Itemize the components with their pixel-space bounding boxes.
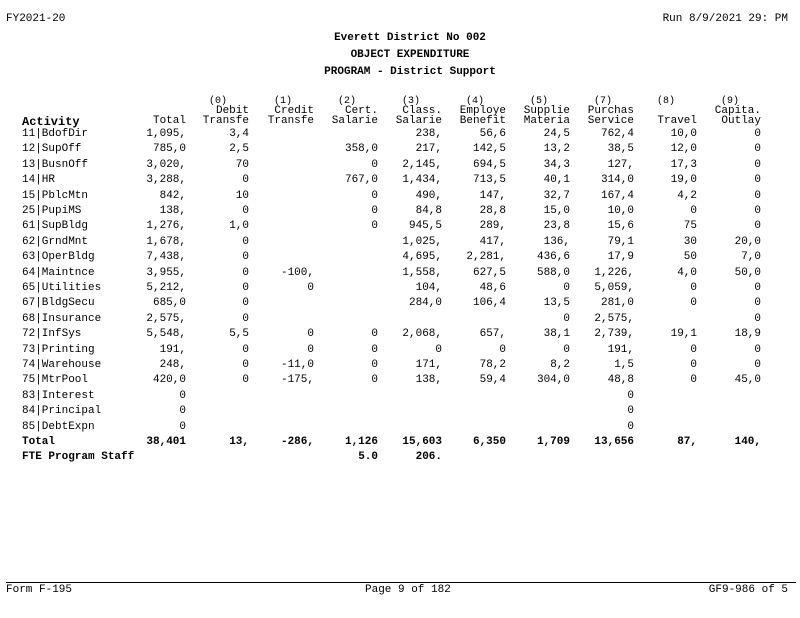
fiscal-year-label: FY2021-20 [6,13,66,25]
value-cell: 0 [371,205,378,217]
report-title-object: OBJECT EXPENDITURE [350,49,470,61]
value-cell: 0 [242,251,249,263]
activity-label: 12|SupOff [22,143,82,155]
value-cell: 1,276, [146,220,186,232]
value-cell: -100, [280,267,314,279]
value-cell: 0 [754,159,761,171]
table-row [0,205,800,220]
column-header-line2: Materia [523,115,570,127]
value-cell: 147, [479,190,506,202]
value-cell: 0 [435,344,442,356]
value-cell: 0 [242,374,249,386]
form-number: Form F-195 [6,584,73,596]
value-cell: 0 [179,405,186,417]
value-cell: 657, [479,328,506,340]
value-cell: 40,1 [543,174,570,186]
value-cell: 0 [690,205,697,217]
value-cell: 1,025, [402,236,442,248]
value-cell: 3,4 [229,128,249,140]
table-row [0,344,800,359]
value-cell: 5,548, [146,328,186,340]
value-cell: 13, [229,436,249,448]
table-row [0,421,800,436]
value-cell: 19,0 [670,174,697,186]
value-cell: 0 [371,374,378,386]
value-cell: 7,438, [146,251,186,263]
table-row [0,405,800,420]
value-cell: 1,226, [594,267,634,279]
value-cell: 2,739, [594,328,634,340]
table-row [0,128,800,143]
value-cell: 12,0 [670,143,697,155]
value-cell: 0 [563,313,570,325]
value-cell: 5,059, [594,282,634,294]
activity-label: 63|OperBldg [22,251,95,263]
value-cell: 0 [242,205,249,217]
activity-label: 15|PblcMtn [22,190,89,202]
value-cell: 0 [690,344,697,356]
value-cell: 588,0 [536,267,570,279]
value-cell: 785,0 [152,143,186,155]
table-row [0,159,800,174]
activity-column-header: Activity [22,115,80,129]
column-header-line1: Debit [215,105,249,117]
table-row [0,297,800,312]
value-cell: 34,3 [543,159,570,171]
value-cell: 436,6 [536,251,570,263]
table-row [0,251,800,266]
value-cell: 304,0 [536,374,570,386]
value-cell: 17,9 [607,251,634,263]
value-cell: 78,2 [479,359,506,371]
value-cell: 0 [690,374,697,386]
value-cell: 0 [754,190,761,202]
value-cell: 217, [415,143,442,155]
value-cell: 0 [499,344,506,356]
value-cell: 5.0 [358,451,378,463]
value-cell: 0 [754,344,761,356]
report-title-district: Everett District No 002 [334,32,486,44]
report-title-program: PROGRAM - District Support [324,66,496,78]
value-cell: 694,5 [472,159,506,171]
value-cell: 0 [307,344,314,356]
table-row [0,143,800,158]
value-cell: 238, [415,128,442,140]
value-cell: 0 [242,359,249,371]
value-cell: 17,3 [670,159,697,171]
value-cell: 138, [415,374,442,386]
column-header-line1: Class. [402,105,442,117]
activity-label: 68|Insurance [22,313,102,325]
value-cell: 2,575, [594,313,634,325]
value-cell: 0 [754,220,761,232]
fte-row [0,451,800,466]
column-header-line2: Travel [657,115,697,127]
value-cell: 79,1 [607,236,634,248]
value-cell: 713,5 [472,174,506,186]
column-header-line1: Cert. [344,105,378,117]
value-cell: 18,9 [734,328,761,340]
value-cell: 4,2 [677,190,697,202]
value-cell: 32,7 [543,190,570,202]
value-cell: 248, [159,359,186,371]
value-cell: 38,1 [543,328,570,340]
value-cell: 0 [242,282,249,294]
value-cell: 0 [242,313,249,325]
value-cell: 767,0 [344,174,378,186]
activity-label: 75|MtrPool [22,374,89,386]
value-cell: 0 [690,297,697,309]
value-cell: 0 [627,405,634,417]
value-cell: 0 [371,220,378,232]
value-cell: 0 [754,174,761,186]
value-cell: 8,2 [550,359,570,371]
value-cell: 0 [242,267,249,279]
value-cell: 167,4 [600,190,634,202]
value-cell: 10,0 [607,205,634,217]
activity-label: 84|Principal [22,405,102,417]
value-cell: 206. [415,451,442,463]
column-number-label: (8) [656,96,675,107]
value-cell: -175, [280,374,314,386]
column-header-line1: Credit [274,105,314,117]
column-header-line1: Employe [459,105,506,117]
activity-label: 25|PupiMS [22,205,82,217]
activity-label: 73|Printing [22,344,95,356]
value-cell: 5,5 [229,328,249,340]
column-header-line1: Purchas [587,105,634,117]
value-cell: 7,0 [741,251,761,263]
table-row [0,359,800,374]
value-cell: 3,288, [146,174,186,186]
table-row [0,282,800,297]
total-row [0,436,800,451]
table-row [0,236,800,251]
value-cell: 15,603 [402,436,442,448]
run-timestamp: Run 8/9/2021 29: PM [662,13,788,25]
column-number-label: (1) [273,96,292,107]
value-cell: 1,126 [344,436,378,448]
value-cell: 45,0 [734,374,761,386]
activity-label: 85|DebtExpn [22,421,95,433]
value-cell: 0 [754,205,761,217]
value-cell: 2,068, [402,328,442,340]
column-header-line2: Outlay [721,115,761,127]
value-cell: 358,0 [344,143,378,155]
value-cell: 50 [683,251,697,263]
value-cell: 281,0 [600,297,634,309]
value-cell: 56,6 [479,128,506,140]
value-cell: 1,558, [402,267,442,279]
value-cell: 4,695, [402,251,442,263]
value-cell: 4,0 [677,267,697,279]
value-cell: 289, [479,220,506,232]
value-cell: 87, [677,436,697,448]
value-cell: 171, [415,359,442,371]
value-cell: 28,8 [479,205,506,217]
value-cell: 15,0 [543,205,570,217]
value-cell: 0 [242,344,249,356]
value-cell: 106,4 [472,297,506,309]
value-cell: 6,350 [472,436,506,448]
value-cell: 1,678, [146,236,186,248]
value-cell: 20,0 [734,236,761,248]
table-row [0,174,800,189]
value-cell: -11,0 [280,359,314,371]
activity-label: 62|GrndMnt [22,236,89,248]
value-cell: 3,955, [146,267,186,279]
value-cell: 420,0 [152,374,186,386]
value-cell: 13,656 [594,436,634,448]
column-header-line2: Salarie [331,115,378,127]
table-row [0,267,800,282]
value-cell: 15,6 [607,220,634,232]
value-cell: 0 [563,344,570,356]
page-number: Page 9 of 182 [365,584,451,596]
activity-label: 64|Maintnce [22,267,95,279]
activity-label: FTE Program Staff [22,451,135,463]
value-cell: 1,5 [614,359,634,371]
column-number-label: (2) [337,96,356,107]
column-number-label: (4) [465,96,484,107]
column-header-line1: Supplie [523,105,570,117]
value-cell: 75 [683,220,697,232]
value-cell: 2,5 [229,143,249,155]
value-cell: 3,020, [146,159,186,171]
table-row [0,390,800,405]
value-cell: 627,5 [472,267,506,279]
value-cell: 104, [415,282,442,294]
value-cell: 0 [371,190,378,202]
value-cell: 0 [690,359,697,371]
activity-label: 67|BldgSecu [22,297,95,309]
value-cell: 0 [371,328,378,340]
value-cell: 0 [754,128,761,140]
activity-label: Total [22,436,56,448]
value-cell: 23,8 [543,220,570,232]
value-cell: 138, [159,205,186,217]
column-header-line2: Salarie [395,115,442,127]
value-cell: 0 [242,297,249,309]
value-cell: 1,434, [402,174,442,186]
value-cell: 1,0 [229,220,249,232]
value-cell: 0 [179,390,186,402]
value-cell: 70 [235,159,249,171]
value-cell: 417, [479,236,506,248]
value-cell: 140, [734,436,761,448]
value-cell: 191, [159,344,186,356]
value-cell: 284,0 [408,297,442,309]
value-cell: 0 [242,174,249,186]
value-cell: 48,8 [607,374,634,386]
value-cell: 0 [627,421,634,433]
activity-label: 14|HR [22,174,56,186]
table-row [0,313,800,328]
form-code: GF9-986 of 5 [708,584,788,596]
value-cell: 685,0 [152,297,186,309]
value-cell: 490, [415,190,442,202]
column-number-label: (5) [529,96,548,107]
value-cell: 136, [543,236,570,248]
value-cell: 127, [607,159,634,171]
footer-divider [6,582,796,583]
value-cell: 5,212, [146,282,186,294]
value-cell: 84,8 [415,205,442,217]
value-cell: 10 [235,190,249,202]
value-cell: 0 [242,236,249,248]
value-cell: 762,4 [600,128,634,140]
value-cell: 48,6 [479,282,506,294]
column-header-line2: Benefit [459,115,506,127]
value-cell: 0 [754,359,761,371]
value-cell: 2,281, [466,251,506,263]
value-cell: 0 [754,297,761,309]
value-cell: 59,4 [479,374,506,386]
table-row [0,374,800,389]
value-cell: 10,0 [670,128,697,140]
value-cell: 0 [690,282,697,294]
value-cell: 0 [754,313,761,325]
value-cell: 1,095, [146,128,186,140]
activity-label: 11|BdofDir [22,128,89,140]
value-cell: 0 [307,282,314,294]
value-cell: 2,145, [402,159,442,171]
value-cell: 945,5 [408,220,442,232]
table-row [0,190,800,205]
value-cell: 142,5 [472,143,506,155]
table-row [0,328,800,343]
value-cell: 0 [307,328,314,340]
activity-label: 13|BusnOff [22,159,89,171]
value-cell: 0 [371,359,378,371]
value-cell: 1,709 [536,436,570,448]
column-number-label: (0) [208,96,227,107]
column-number-label: (3) [401,96,420,107]
value-cell: 38,401 [146,436,186,448]
value-cell: 0 [627,390,634,402]
column-header-line2: Service [587,115,634,127]
activity-label: 61|SupBldg [22,220,89,232]
value-cell: -286, [280,436,314,448]
value-cell: 13,2 [543,143,570,155]
table-row [0,220,800,235]
value-cell: 842, [159,190,186,202]
column-header-line2: Transfe [267,115,314,127]
value-cell: 19,1 [670,328,697,340]
value-cell: 24,5 [543,128,570,140]
column-header-line1: Capita. [714,105,761,117]
column-number-label: (7) [593,96,612,107]
column-header-line2: Total [152,115,186,127]
value-cell: 0 [754,282,761,294]
activity-label: 72|InfSys [22,328,82,340]
value-cell: 0 [563,282,570,294]
column-header-line2: Transfe [202,115,249,127]
value-cell: 0 [371,344,378,356]
value-cell: 30 [683,236,697,248]
value-cell: 38,5 [607,143,634,155]
value-cell: 0 [371,159,378,171]
value-cell: 2,575, [146,313,186,325]
activity-label: 74|Warehouse [22,359,102,371]
activity-label: 65|Utilities [22,282,102,294]
column-number-label: (9) [720,96,739,107]
value-cell: 191, [607,344,634,356]
activity-label: 83|Interest [22,390,95,402]
value-cell: 50,0 [734,267,761,279]
value-cell: 0 [179,421,186,433]
value-cell: 314,0 [600,174,634,186]
value-cell: 0 [754,143,761,155]
value-cell: 13,5 [543,297,570,309]
